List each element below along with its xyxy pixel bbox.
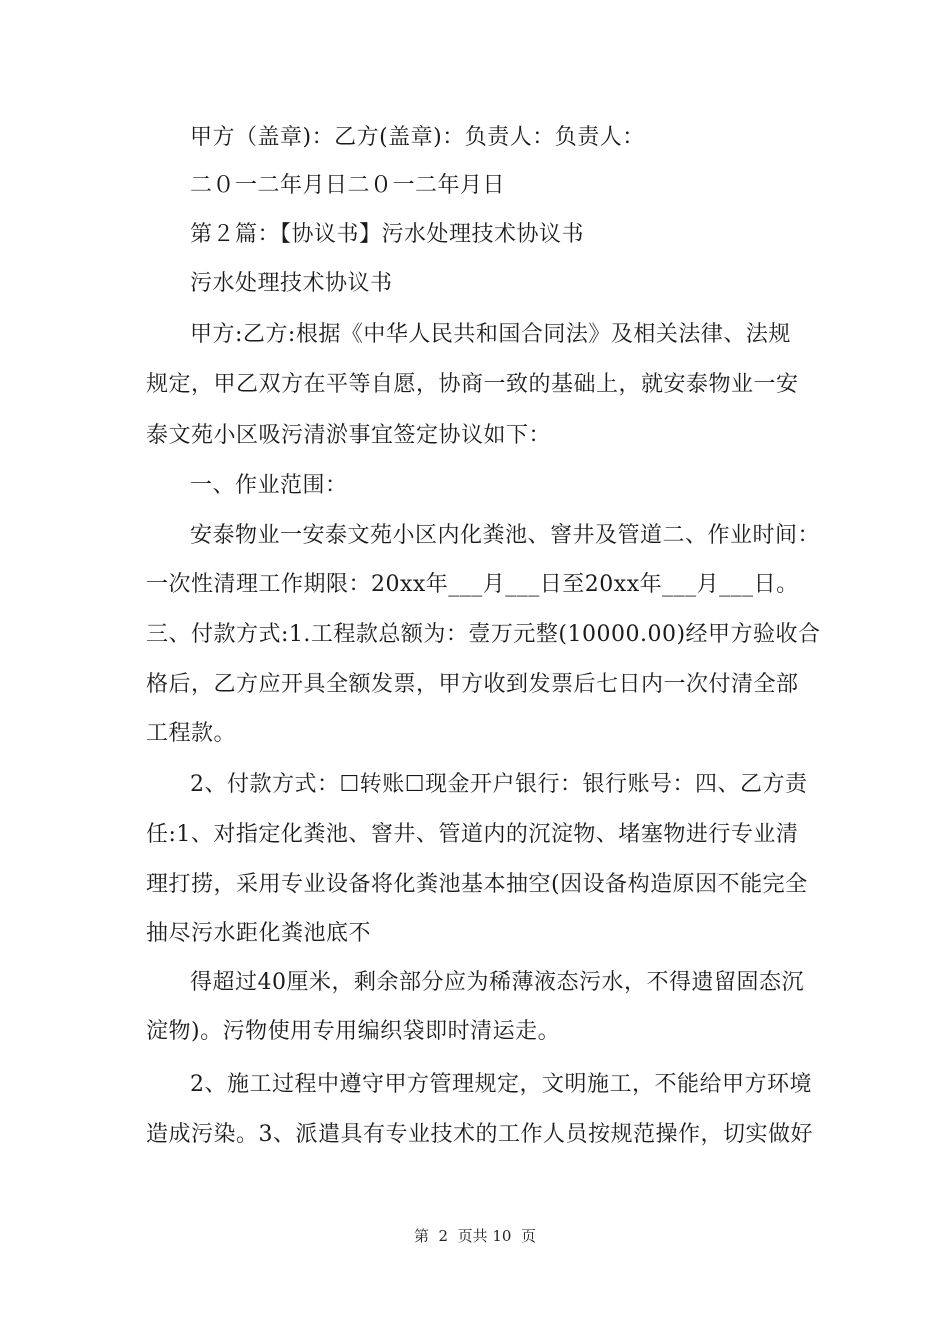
paragraph-line: 任:1、对指定化粪池、窨井、管道内的沉淀物、堵塞物进行专业清 <box>146 822 799 847</box>
paragraph-line: 一次性清理工作期限：20xx年___月___日至20xx年___月___日。 <box>146 572 799 597</box>
paragraph-line: 理打捞，采用专业设备将化粪池基本抽空(因设备构造原因不能完全 <box>146 872 808 897</box>
paragraph-line: 2、付款方式：☐转账☐现金开户银行：银行账号：四、乙方责 <box>190 772 808 797</box>
page-number-footer: 第 2 页共 10 页 <box>413 1227 536 1245</box>
paragraph-line: 格后，乙方应开具全额发票，甲方收到发票后七日内一次付清全部 <box>146 672 799 697</box>
paragraph-line: 得超过40厘米，剩余部分应为稀薄液态污水，不得遗留固态沉 <box>190 970 804 995</box>
section-heading: 一、作业范围： <box>190 473 348 498</box>
chapter-heading: 第２篇：【协议书】污水处理技术协议书 <box>190 222 585 247</box>
paragraph-line: 三、付款方式:1.工程款总额为：壹万元整(10000.00)经甲方验收合 <box>146 622 821 647</box>
paragraph-line: 甲方:乙方:根据《中华人民共和国合同法》及相关法律、法规 <box>190 322 791 347</box>
date-line: 二０一二年月日二０一二年月日 <box>190 173 506 198</box>
paragraph-line: 安泰物业一安泰文苑小区内化粪池、窨井及管道二、作业时间： <box>190 523 821 548</box>
paragraph-line: 造成污染。3、派遣具有专业技术的工作人员按规范操作，切实做好 <box>146 1122 813 1147</box>
party-signature-line: 甲方（盖章)：乙方(盖章)：负责人：负责人： <box>190 125 645 150</box>
document-title: 污水处理技术协议书 <box>190 271 393 296</box>
paragraph-line: 规定，甲乙双方在平等自愿，协商一致的基础上，就安泰物业一安 <box>146 372 799 397</box>
paragraph-line: 泰文苑小区吸污清淤事宜签定协议如下： <box>146 423 552 448</box>
paragraph-line: 淀物)。污物使用专用编织袋即时清运走。 <box>146 1019 561 1044</box>
paragraph-line: 2、施工过程中遵守甲方管理规定，文明施工，不能给甲方环境 <box>190 1072 812 1097</box>
paragraph-line: 工程款。 <box>146 721 237 746</box>
paragraph-line: 抽尽污水距化粪池底不 <box>146 921 372 946</box>
